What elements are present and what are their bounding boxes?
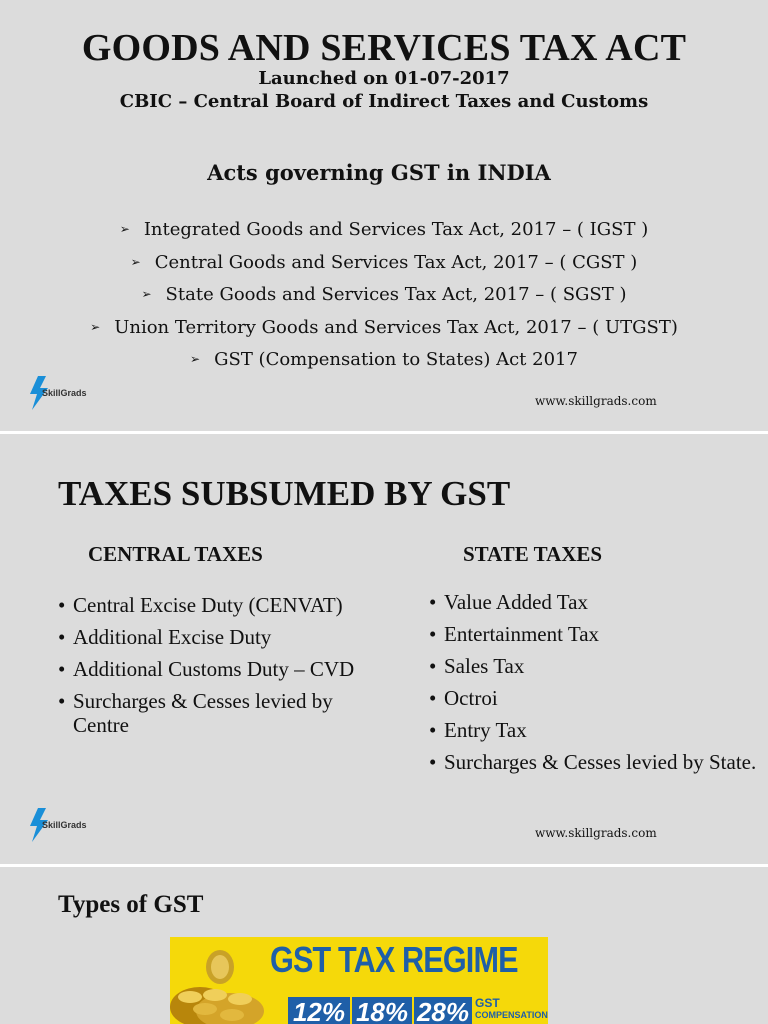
slide-title: Types of GST: [58, 891, 204, 918]
acts-list: [0, 216, 768, 379]
state-taxes-heading: STATE TAXES: [463, 542, 603, 566]
list-item: • Value Added Tax: [429, 590, 759, 614]
list-item: • Octroi: [429, 686, 759, 710]
list-item: • Surcharges & Cesses levied by State.: [429, 750, 759, 774]
state-taxes-list: [429, 590, 759, 782]
arrow-bullet-icon: ➢: [130, 254, 141, 269]
arrow-bullet-icon: ➢: [119, 222, 130, 236]
acts-heading: Acts governing GST in INDIA: [207, 160, 551, 185]
board-name: CBIC – Central Board of Indirect Taxes and Customs: [119, 91, 649, 112]
arrow-bullet-icon: ➢: [141, 287, 152, 301]
rate-badge: 28%: [414, 997, 472, 1024]
coins-icon: [170, 937, 270, 1024]
skillgrads-logo: SkillGrads: [28, 808, 108, 844]
website-url[interactable]: www.skillgrads.com: [535, 826, 657, 840]
list-item: ➢ Central Goods and Services Tax Act, 2017 – ( CGST ): [0, 249, 768, 282]
rate-badge: 18%: [352, 997, 412, 1024]
list-item: • Sales Tax: [429, 654, 759, 678]
list-item: ➢ GST (Compensation to States) Act 2017: [0, 346, 768, 379]
slide-taxes-subsumed: [0, 434, 768, 864]
banner-title: GST TAX REGIME: [270, 939, 518, 980]
list-item: ➢ State Goods and Services Tax Act, 2017 – ( SGST ): [0, 281, 768, 314]
skillgrads-logo: SkillGrads: [28, 376, 108, 412]
gst-regime-banner: [170, 937, 548, 1024]
launch-date: Launched on 01-07-2017: [258, 68, 510, 89]
list-item: • Entry Tax: [429, 718, 759, 742]
compensation-label: GST COMPENSATION: [475, 996, 548, 1020]
list-item: • Additional Customs Duty – CVD: [58, 657, 388, 681]
arrow-bullet-icon: ➢: [90, 319, 101, 334]
slide-title: TAXES SUBSUMED BY GST: [58, 474, 511, 513]
slide-title: GOODS AND SERVICES TAX ACT: [81, 27, 687, 69]
central-taxes-heading: CENTRAL TAXES: [88, 542, 263, 566]
slide-types-of-gst: [0, 867, 768, 1024]
list-item: • Central Excise Duty (CENVAT): [58, 593, 388, 617]
list-item: • Additional Excise Duty: [58, 625, 388, 649]
slide-gst-act: [0, 0, 768, 431]
list-item: ➢ Union Territory Goods and Services Tax Act, 2017 – ( UTGST): [0, 314, 768, 347]
list-item: • Entertainment Tax: [429, 622, 759, 646]
central-taxes-list: [58, 593, 388, 745]
arrow-bullet-icon: ➢: [190, 352, 201, 366]
rate-badge: 12%: [288, 997, 350, 1024]
list-item: ➢ Integrated Goods and Services Tax Act, 2017 – ( IGST ): [0, 216, 768, 249]
website-url[interactable]: www.skillgrads.com: [535, 394, 657, 408]
list-item: • Surcharges & Cesses levied by Centre: [58, 689, 388, 737]
